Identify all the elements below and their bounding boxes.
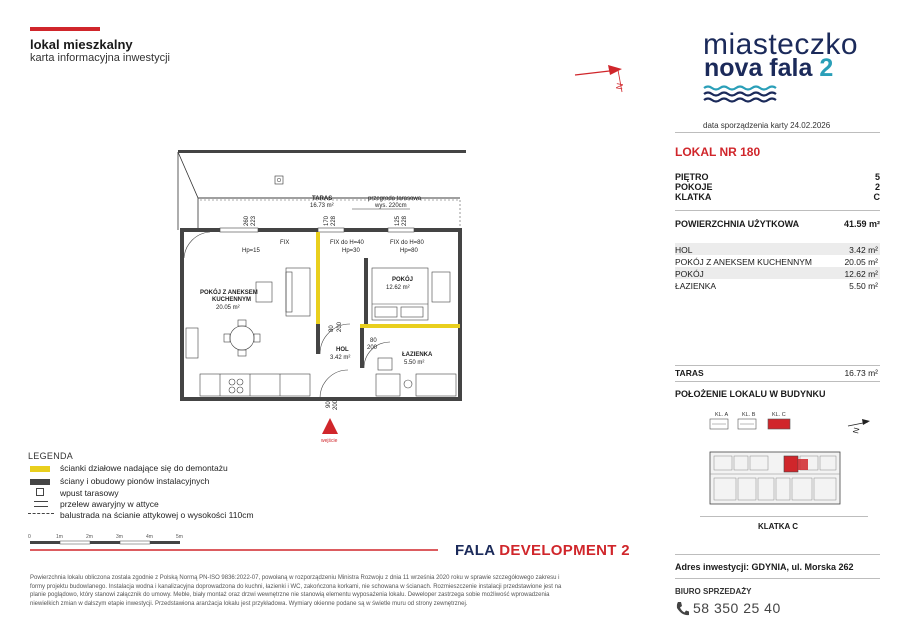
detail-value-floor: 5 — [874, 172, 880, 182]
divider — [675, 365, 880, 366]
north-arrow-icon — [570, 58, 640, 98]
mini-north-label: N — [851, 426, 862, 435]
room-row: POKÓJ 12.62 m² — [675, 269, 878, 279]
legend-swatch-demountable — [30, 466, 50, 472]
area-value: 41.59 m² — [843, 219, 880, 229]
detail-label-floor: PIĘTRO — [675, 172, 709, 182]
page-title: lokal mieszkalny — [30, 37, 133, 52]
room-row: POKÓJ Z ANEKSEM KUCHENNYM 20.05 m² — [675, 257, 878, 267]
window-dim-1a: 260 — [244, 215, 250, 226]
door3-dim-b: 200 — [333, 399, 339, 410]
drain-icon — [275, 176, 283, 184]
divider — [700, 516, 868, 517]
lazienka-area: 5.50 m² — [404, 360, 425, 366]
location-title: POŁOŻENIE LOKALU W BUDYNKU — [675, 389, 826, 399]
disclaimer-text: Powierzchnia lokalu obliczona zostala zgodnie z Polską Normą PN-ISO 9836:2022-07, powołaną w rozporządzeniu Ministra Rozwoju z dnia 11 września 2020 roku w sprawie szczegółowego zakresu i formy projektu budowlanego. Instalacja wodna i kanalizacyjna doprowadzona do kuchni, łazienki i WC, zakończona korkami, nie schowana w ścianach. Rozmieszczenie instalacji przedstawione jest na planie poglądowo, który stanowi załącznik do umowy. Meble, biały montaż oraz drzwi wewnętrzne nie stanowią elementu wyposażenia lokalu. Deweloper zastrzega sobie możliwość wprowadzenia niewielkich zmian w dalszym etapie inwestycji. Przedstawiona aranżacja lokalu jest przykładowa. Wymiary okienne podane są w świetle muru od strony zewnętrznej. — [30, 575, 562, 607]
svg-text:2m: 2m — [86, 534, 93, 540]
investment-address: Adres inwestycji: GDYNIA, ul. Morska 262 — [675, 562, 854, 572]
window-dim-3a: 125 — [395, 215, 401, 226]
sales-office-label: BIURO SPRZEDAŻY — [675, 587, 752, 596]
detail-label-rooms: POKOJE — [675, 182, 713, 192]
divider — [675, 132, 880, 133]
page-subtitle: karta informacyjna inwestycji — [30, 52, 170, 64]
room-row: ŁAZIENKA 5.50 m² — [675, 281, 878, 291]
window-fix-2: FIX do H=40 — [330, 240, 364, 246]
balustrade-legend-icon — [28, 513, 54, 514]
door1-dim-b: 200 — [337, 321, 343, 332]
svg-text:5m: 5m — [176, 534, 183, 540]
north-label: N — [614, 82, 626, 91]
divider — [675, 578, 880, 579]
door2-dim-a: 80 — [370, 338, 377, 344]
window-hp-2: Hp=30 — [342, 248, 360, 254]
door2-dim-b: 200 — [367, 345, 378, 351]
terrace-label: TARAS — [675, 368, 704, 378]
entrance-arrow-icon — [322, 418, 338, 434]
klatka-a-label: KL. A — [715, 412, 729, 418]
detail-value-staircase: C — [873, 192, 880, 202]
developer-name: FALA DEVELOPMENT 2 — [455, 542, 630, 559]
legend-item-overflow: przelew awaryjny w attyce — [60, 499, 159, 509]
legend-item-walls: ściany i obudowy pionów instalacyjnych — [60, 476, 210, 486]
divider — [675, 210, 880, 211]
przegroda-height: wys. 220cm — [375, 203, 407, 209]
legend-item-drain: wpust tarasowy — [60, 488, 119, 498]
legend-item-balustrade: balustrada na ścianie attykowej o wysokości 110cm — [60, 510, 254, 520]
svg-text:4m: 4m — [146, 534, 153, 540]
przegroda-label: przegroda tarasowa — [368, 196, 422, 202]
apartment-highlight — [784, 456, 798, 472]
terrace-value: 16.73 m² — [844, 368, 878, 378]
phone-icon — [675, 601, 689, 617]
divider — [675, 554, 880, 555]
window-dim-2a: 170 — [324, 215, 330, 226]
svg-text:1m: 1m — [56, 534, 63, 540]
legend-swatch-walls — [30, 479, 50, 485]
area-label: POWIERZCHNIA UŻYTKOWA — [675, 219, 800, 229]
entrance-label: wejście — [321, 438, 338, 444]
card-date: data sporządzenia karty 24.02.2026 — [703, 121, 831, 130]
floor-plan — [170, 148, 470, 448]
window-dim-2b: 228 — [331, 215, 337, 226]
logo-line2: nova fala 2 — [704, 54, 834, 82]
detail-value-rooms: 2 — [874, 182, 880, 192]
svg-text:0: 0 — [28, 534, 31, 540]
legend-item-demountable: ścianki działowe nadające się do demontażu — [60, 463, 228, 473]
drain-legend-icon — [36, 488, 44, 496]
room2-area: 12.62 m² — [386, 285, 410, 291]
room-row: HOL 3.42 m² — [675, 245, 878, 255]
window-fix-3: FIX do H=80 — [390, 240, 424, 246]
room2-label: POKÓJ — [392, 277, 414, 283]
room1-label-line2: KUCHENNYM — [212, 297, 251, 303]
terrace-plan-area: 16.73 m² — [310, 203, 334, 209]
divider — [675, 381, 880, 382]
window-dim-3b: 228 — [402, 215, 408, 226]
logo-line1: miasteczko — [703, 28, 859, 61]
building-location-plan — [700, 404, 875, 514]
hol-label: HOL — [336, 347, 349, 353]
svg-text:3m: 3m — [116, 534, 123, 540]
location-caption: KLATKA C — [758, 522, 798, 531]
header-accent-bar — [30, 27, 100, 31]
lokal-number: LOKAL NR 180 — [675, 145, 761, 159]
detail-label-staircase: KLATKA — [675, 192, 712, 202]
window-hp-1: Hp=15 — [242, 248, 260, 254]
klatka-b-label: KL. B — [742, 412, 756, 418]
lazienka-label: ŁAZIENKA — [402, 352, 433, 358]
legend-title: LEGENDA — [28, 451, 74, 461]
window-dim-1b: 223 — [251, 215, 257, 226]
window-fix-1: FIX — [280, 240, 290, 246]
overflow-legend-icon — [34, 501, 48, 507]
scale-bar — [28, 530, 448, 554]
klatka-c-label: KL. C — [772, 412, 786, 418]
sales-phone[interactable]: 58 350 25 40 — [693, 600, 781, 616]
door1-dim-a: 80 — [329, 325, 335, 332]
terrace-plan-label: TARAS — [312, 196, 333, 202]
window-hp-3: Hp=80 — [400, 248, 418, 254]
door3-dim-a: 90 — [326, 401, 332, 408]
hol-area: 3.42 m² — [330, 355, 351, 361]
room1-area: 20.05 m² — [216, 305, 240, 311]
room1-label-line1: POKÓJ Z ANEKSEM — [200, 290, 258, 296]
logo-waves-icon — [702, 84, 778, 104]
